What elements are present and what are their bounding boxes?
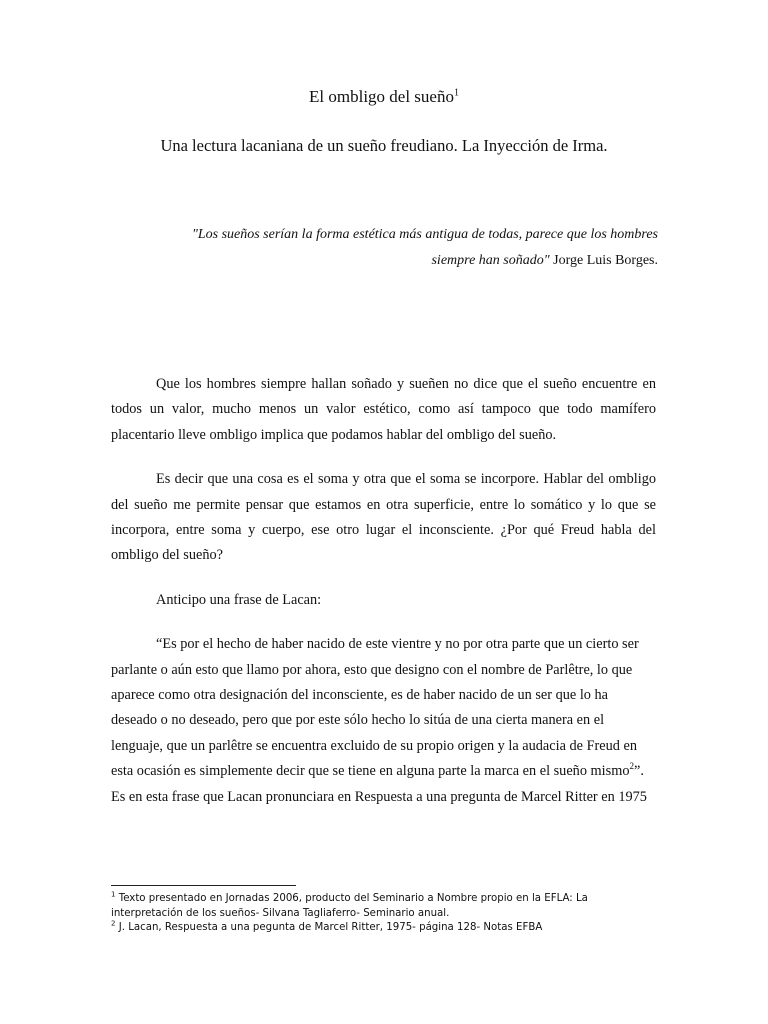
footnote-mark: 1: [111, 890, 116, 899]
document-subtitle: Una lectura lacaniana de un sueño freudiano. La Inyección de Irma.: [160, 136, 608, 155]
lacan-quote-paragraph: [111, 632, 656, 810]
body-paragraph: Que los hombres siempre hallan soñado y sueñen no dice que el sueño encuentre en todos un valor, mucho menos un valor estético, como así tampoco que todo mamífero placentario lleve ombligo implica que podamos hablar del ombligo del sueño.: [111, 376, 656, 443]
document-body: [111, 372, 656, 829]
footnote-mark: 2: [111, 919, 116, 928]
title-footnote-mark: 1: [453, 87, 459, 99]
footnote-2: [111, 921, 656, 936]
title-text: El ombligo del sueño: [309, 87, 454, 106]
lacan-quote-tail: ”. Es en esta frase que Lacan pronunciara en Respuesta a una pregunta de Marcel Ritter en 1975: [111, 763, 647, 805]
footnote-separator: [111, 885, 296, 886]
footnote-1: [111, 892, 656, 921]
epigraph-quote: "Los sueños serían la forma estética más antigua de todas, parece que los hombres siempre han soñado": [191, 227, 658, 268]
epigraph-author: Jorge Luis Borges.: [553, 253, 658, 268]
footnote-text: Texto presentado en Jornadas 2006, producto del Seminario a Nombre propio en la EFLA: La interpretación de los sueños- Silvana Tagliaferro- Seminario anual.: [111, 893, 588, 919]
epigraph: [190, 222, 658, 274]
quote-footnote-mark: 2: [629, 761, 634, 772]
lacan-quote-text: “Es por el hecho de haber nacido de este vientre y no por otra parte que un cierto ser parlante o aún esto que llamo por ahora, esto que designo con el nombre de Parlêtre, lo que aparece como otra designación del inconsciente, es de haber nacido de un ser que lo ha deseado o no deseado, pero que por este sólo hecho lo sitúa de una cierta manera en el lenguaje, que un parlêtre se encuentra excluido de su propio origen y la audacia de Freud en esta ocasión es simplemente decir que se tiene en alguna parte la marca en el sueño mismo: [111, 636, 639, 780]
body-paragraph: Anticipo una frase de Lacan:: [156, 591, 322, 608]
footnotes: [111, 892, 656, 936]
footnote-text: J. Lacan, Respuesta a una pegunta de Marcel Ritter, 1975- página 128- Notas EFBA: [115, 922, 543, 933]
body-paragraph: Es decir que una cosa es el soma y otra que el soma se incorpore. Hablar del ombligo del sueño me permite pensar que estamos en otra superficie, entre lo somático y lo que se incorpora, entre soma y cuerpo, ese otro lugar el inconsciente. ¿Por qué Freud habla del ombligo del sueño?: [111, 471, 656, 564]
document-title: [0, 85, 768, 109]
